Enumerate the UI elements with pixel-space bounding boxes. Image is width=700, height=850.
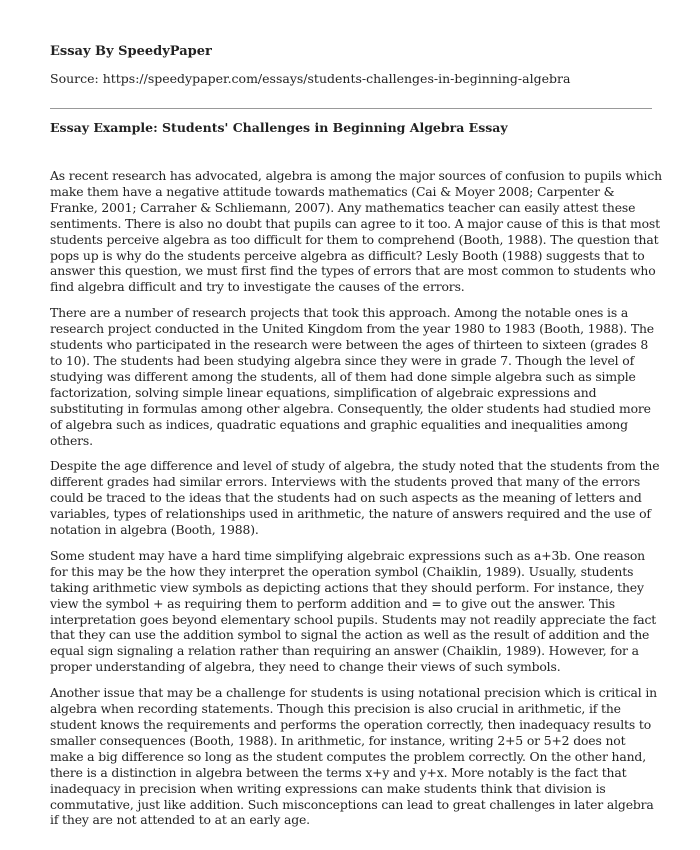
document-header-title: Essay By SpeedyPaper xyxy=(50,44,212,59)
paragraph: Another issue that may be a challenge for students is using notational precision which is critical in algebra when recording statements. Though this precision is also crucial in arithmetic, if the student knows the requirements and performs the operation correctly, then inadequacy results to smaller consequences (Booth, 1988). In arithmetic, for instance, writing 2+5 or 5+2 does not make a big difference so long as the student computes the problem correctly. On the other hand, there is a distinction in algebra between the terms x+y and y+x. More notably is the fact that inadequacy in precision when writing expressions can make students think that division is commutative, just like addition. Such misconceptions can lead to great challenges in later algebra if they are not attended to at an early age. xyxy=(50,685,657,828)
header-divider xyxy=(50,108,652,109)
paragraph: Some student may have a hard time simplifying algebraic expressions such as a+3b. One reason for this may be the how they interpret the operation symbol (Chaiklin, 1989). Usually, students taking arithmetic view symbols as depicting actions that they should perform. For instance, they view the symbol + as requiring them to perform addition and = to give out the answer. This interpretation goes beyond elementary school pupils. Students may not readily appreciate the fact that they can use the addition symbol to signal the action as well as the result of addition and the equal sign signaling a relation rather than requiring an answer (Chaiklin, 1989). However, for a proper understanding of algebra, they need to change their views of such symbols. xyxy=(50,547,657,675)
paragraph: Despite the age difference and level of study of algebra, the study noted that the students from the different grades had similar errors. Interviews with the students proved that many of the errors could be traced to the ideas that the students had on such aspects as the meaning of letters and variables, types of relationships used in arithmetic, the nature of answers required and the use of notation in algebra (Booth, 1988). xyxy=(50,458,660,538)
essay-title: Essay Example: Students' Challenges in Beginning Algebra Essay xyxy=(50,120,508,135)
source-line: Source: https://speedypaper.com/essays/students-challenges-in-beginning-algebra xyxy=(50,71,571,86)
essay-body xyxy=(50,168,662,838)
paragraph: There are a number of research projects that took this approach. Among the notable ones is a research project conducted in the United Kingdom from the year 1980 to 1983 (Booth, 1988). The students who participated in the research were between the ages of thirteen to sixteen (grades 8 to 10). The students had been studying algebra since they were in grade 7. Though the level of studying was different among the students, all of them had done simple algebra such as simple factorization, solving simple linear equations, simplification of algebraic expressions and substituting in formulas among other algebra. Consequently, the older students had studied more of algebra such as indices, quadratic equations and graphic equalities and inequalities among others. xyxy=(50,305,654,448)
paragraph: As recent research has advocated, algebra is among the major sources of confusion to pupils which make them have a negative attitude towards mathematics (Cai & Moyer 2008; Carpenter & Franke, 2001; Carraher & Schliemann, 2007). Any mathematics teacher can easily attest these sentiments. There is also no doubt that pupils can agree to it too. A major cause of this is that most students perceive algebra as too difficult for them to comprehend (Booth, 1988). The question that pops up is why do the students perceive algebra as difficult? Lesly Booth (1988) suggests that to answer this question, we must first find the types of errors that are most common to students who find algebra difficult and try to investigate the causes of the errors. xyxy=(50,168,662,295)
